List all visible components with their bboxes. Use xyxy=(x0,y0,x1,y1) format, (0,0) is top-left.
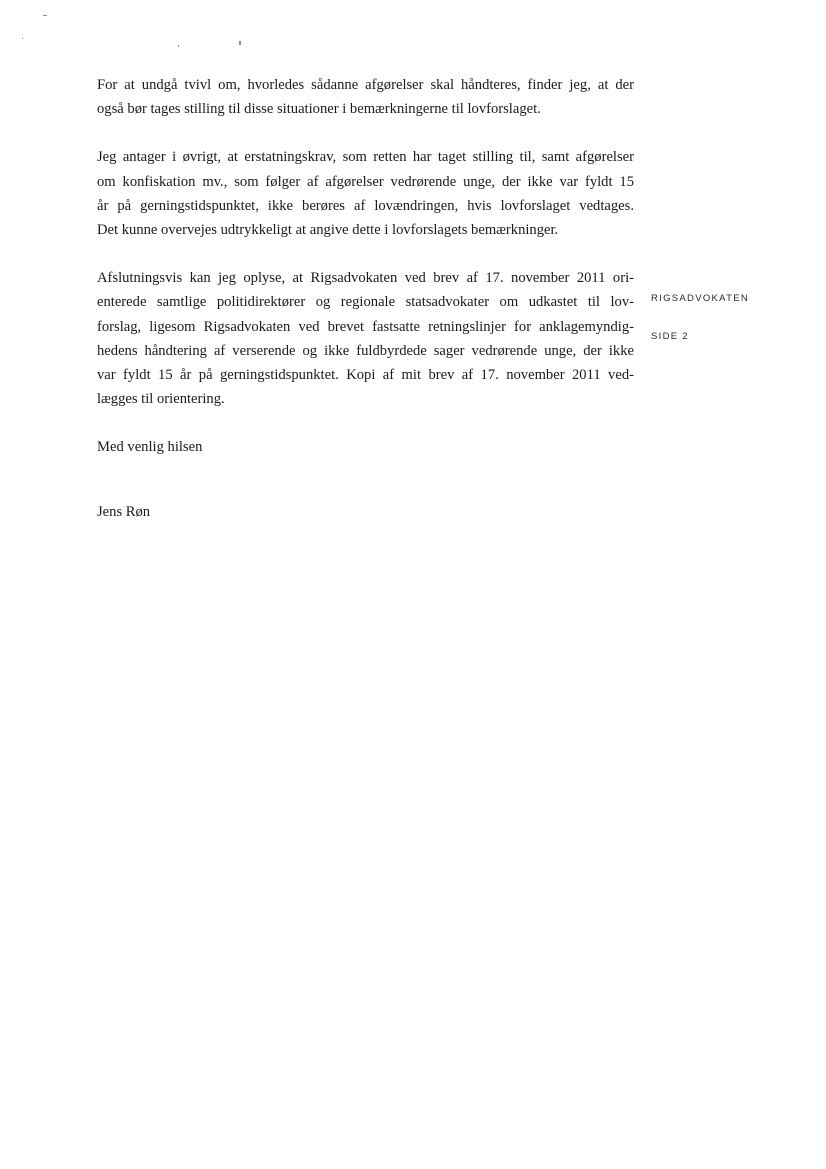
signature-name: Jens Røn xyxy=(97,503,151,520)
scan-artifact xyxy=(43,15,47,16)
text-line: hedens håndtering af verserende og ikke fuldbyrdede sager vedrørende unge, der ikke xyxy=(97,342,634,359)
scan-artifact xyxy=(239,41,241,45)
text-line: Det kunne overvejes udtrykkeligt at angive dette i lovforslagets bemærkninger. xyxy=(97,222,559,239)
text-line: Afslutningsvis kan jeg oplyse, at Rigsadvokaten ved brev af 17. november 2011 ori- xyxy=(97,270,634,287)
text-line: Jeg antager i øvrigt, at erstatningskrav, som retten har taget stilling til, samt afgørelser xyxy=(97,149,634,166)
closing-salutation: Med venlig hilsen xyxy=(97,439,203,456)
paragraph xyxy=(97,266,634,411)
scan-artifact xyxy=(22,38,23,39)
text-line: enterede samtlige politidirektører og regionale statsadvokater om udkastet til lov- xyxy=(97,294,634,311)
sender-label: RIGSADVOKATEN xyxy=(651,293,750,304)
page-number: SIDE 2 xyxy=(651,331,689,342)
text-line: forslag, ligesom Rigsadvokaten ved brevet fastsatte retningslinjer for anklagemyndig- xyxy=(97,318,634,335)
letter-body xyxy=(97,73,634,524)
paragraph xyxy=(97,145,634,242)
letter-sidebar xyxy=(651,293,749,342)
text-line: lægges til orientering. xyxy=(97,391,225,408)
text-line: var fyldt 15 år på gerningstidspunktet. Kopi af mit brev af 17. november 2011 ved- xyxy=(97,367,634,384)
text-line: år på gerningstidspunktet, ikke berøres af lovændringen, hvis lovforslaget vedtages. xyxy=(97,197,634,214)
paragraph xyxy=(97,73,634,121)
scan-artifact xyxy=(178,45,179,47)
text-line: om konfiskation mv., som følger af afgørelser vedrørende unge, der ikke var fyldt 15 xyxy=(97,173,634,190)
text-line: For at undgå tvivl om, hvorledes sådanne afgørelser skal håndteres, finder jeg, at der xyxy=(97,77,634,93)
text-line: også bør tages stilling til disse situationer i bemærkningerne til lovforslaget. xyxy=(97,101,541,118)
